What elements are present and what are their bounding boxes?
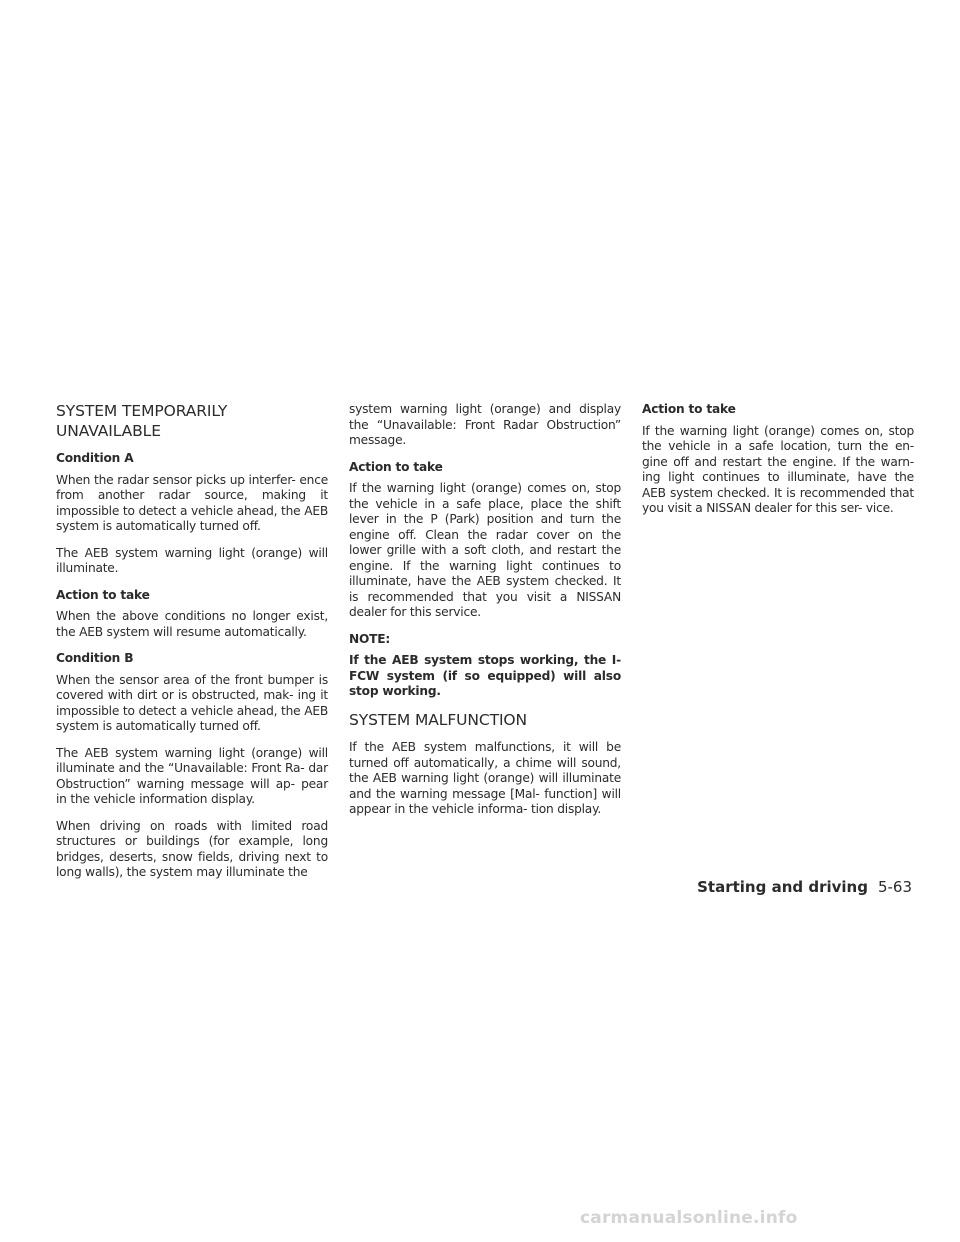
heading-line-2: UNAVAILABLE <box>56 421 161 440</box>
condition-a-paragraph-2: The AEB system warning light (orange) will illuminate. <box>56 545 328 575</box>
condition-b-paragraph-1: When the sensor area of the front bumper is covered with dirt or is obstructed, mak- ing it impossible to detect a vehicle ahead, the AEB system is automatically turned off. <box>56 672 328 733</box>
footer-section-title: Starting and driving <box>697 878 868 896</box>
action-paragraph-2: If the warning light (orange) comes on, stop the vehicle in a safe place, place the shift lever in the P (Park) position and turn the engine off. Clean the radar cover on the lower grille with a soft cloth, and restart the engine. If the warning light continues to illuminate, have the AEB system checked. It is recommended that you visit a NISSAN dealer for this service. <box>349 481 621 619</box>
condition-a-paragraph-1: When the radar sensor picks up interfer- ence from another radar source, making it impossible to detect a vehicle ahead, the AEB system is automatically turned off. <box>56 472 328 533</box>
condition-b-paragraph-3: When driving on roads with limited road structures or buildings (for example, long bridges, deserts, snow fields, driving next to long walls), the system may illuminate the <box>56 818 328 879</box>
action-title-2: Action to take <box>349 459 443 474</box>
section-heading-system-malfunction: SYSTEM MALFUNCTION <box>349 710 528 729</box>
condition-a-title: Condition A <box>56 451 134 465</box>
malfunction-paragraph: If the AEB system malfunctions, it will be turned off automatically, a chime will sound, the AEB warning light (orange) will illuminate and the warning message [Mal- function] will appear in the vehicle informa- tion display. <box>349 740 621 816</box>
section-heading-temporarily-unavailable <box>56 402 328 441</box>
condition-b-title: Condition B <box>56 651 134 665</box>
action-paragraph-1: When the above conditions no longer exist, the AEB system will resume automatically. <box>56 609 328 639</box>
page-number: 5-63 <box>877 878 912 896</box>
action-title-3: Action to take <box>642 402 736 416</box>
note-paragraph: If the AEB system stops working, the I-FCW system (if so equipped) will also stop working. <box>349 653 621 698</box>
continued-paragraph: system warning light (orange) and display the “Unavailable: Front Radar Obstruction” message. <box>349 402 621 447</box>
column-right <box>642 402 914 528</box>
action-title-1: Action to take <box>56 587 150 602</box>
watermark: carmanualsonline.info <box>580 1208 798 1228</box>
page-footer <box>697 877 912 897</box>
note-title: NOTE: <box>349 631 391 646</box>
action-paragraph-3: If the warning light (orange) comes on, stop the vehicle in a safe location, turn the en- gine off and restart the engine. If the warn- ing light continues to illuminate, have the AEB system checked. It is recommended that you visit a NISSAN dealer for this ser- vice. <box>642 423 914 515</box>
heading-line-1: SYSTEM TEMPORARILY <box>56 402 228 420</box>
column-left <box>56 402 328 892</box>
condition-b-paragraph-2: The AEB system warning light (orange) will illuminate and the “Unavailable: Front Ra- dar Obstruction” warning message will ap- pear in the vehicle information display. <box>56 745 328 806</box>
column-middle <box>349 402 621 829</box>
